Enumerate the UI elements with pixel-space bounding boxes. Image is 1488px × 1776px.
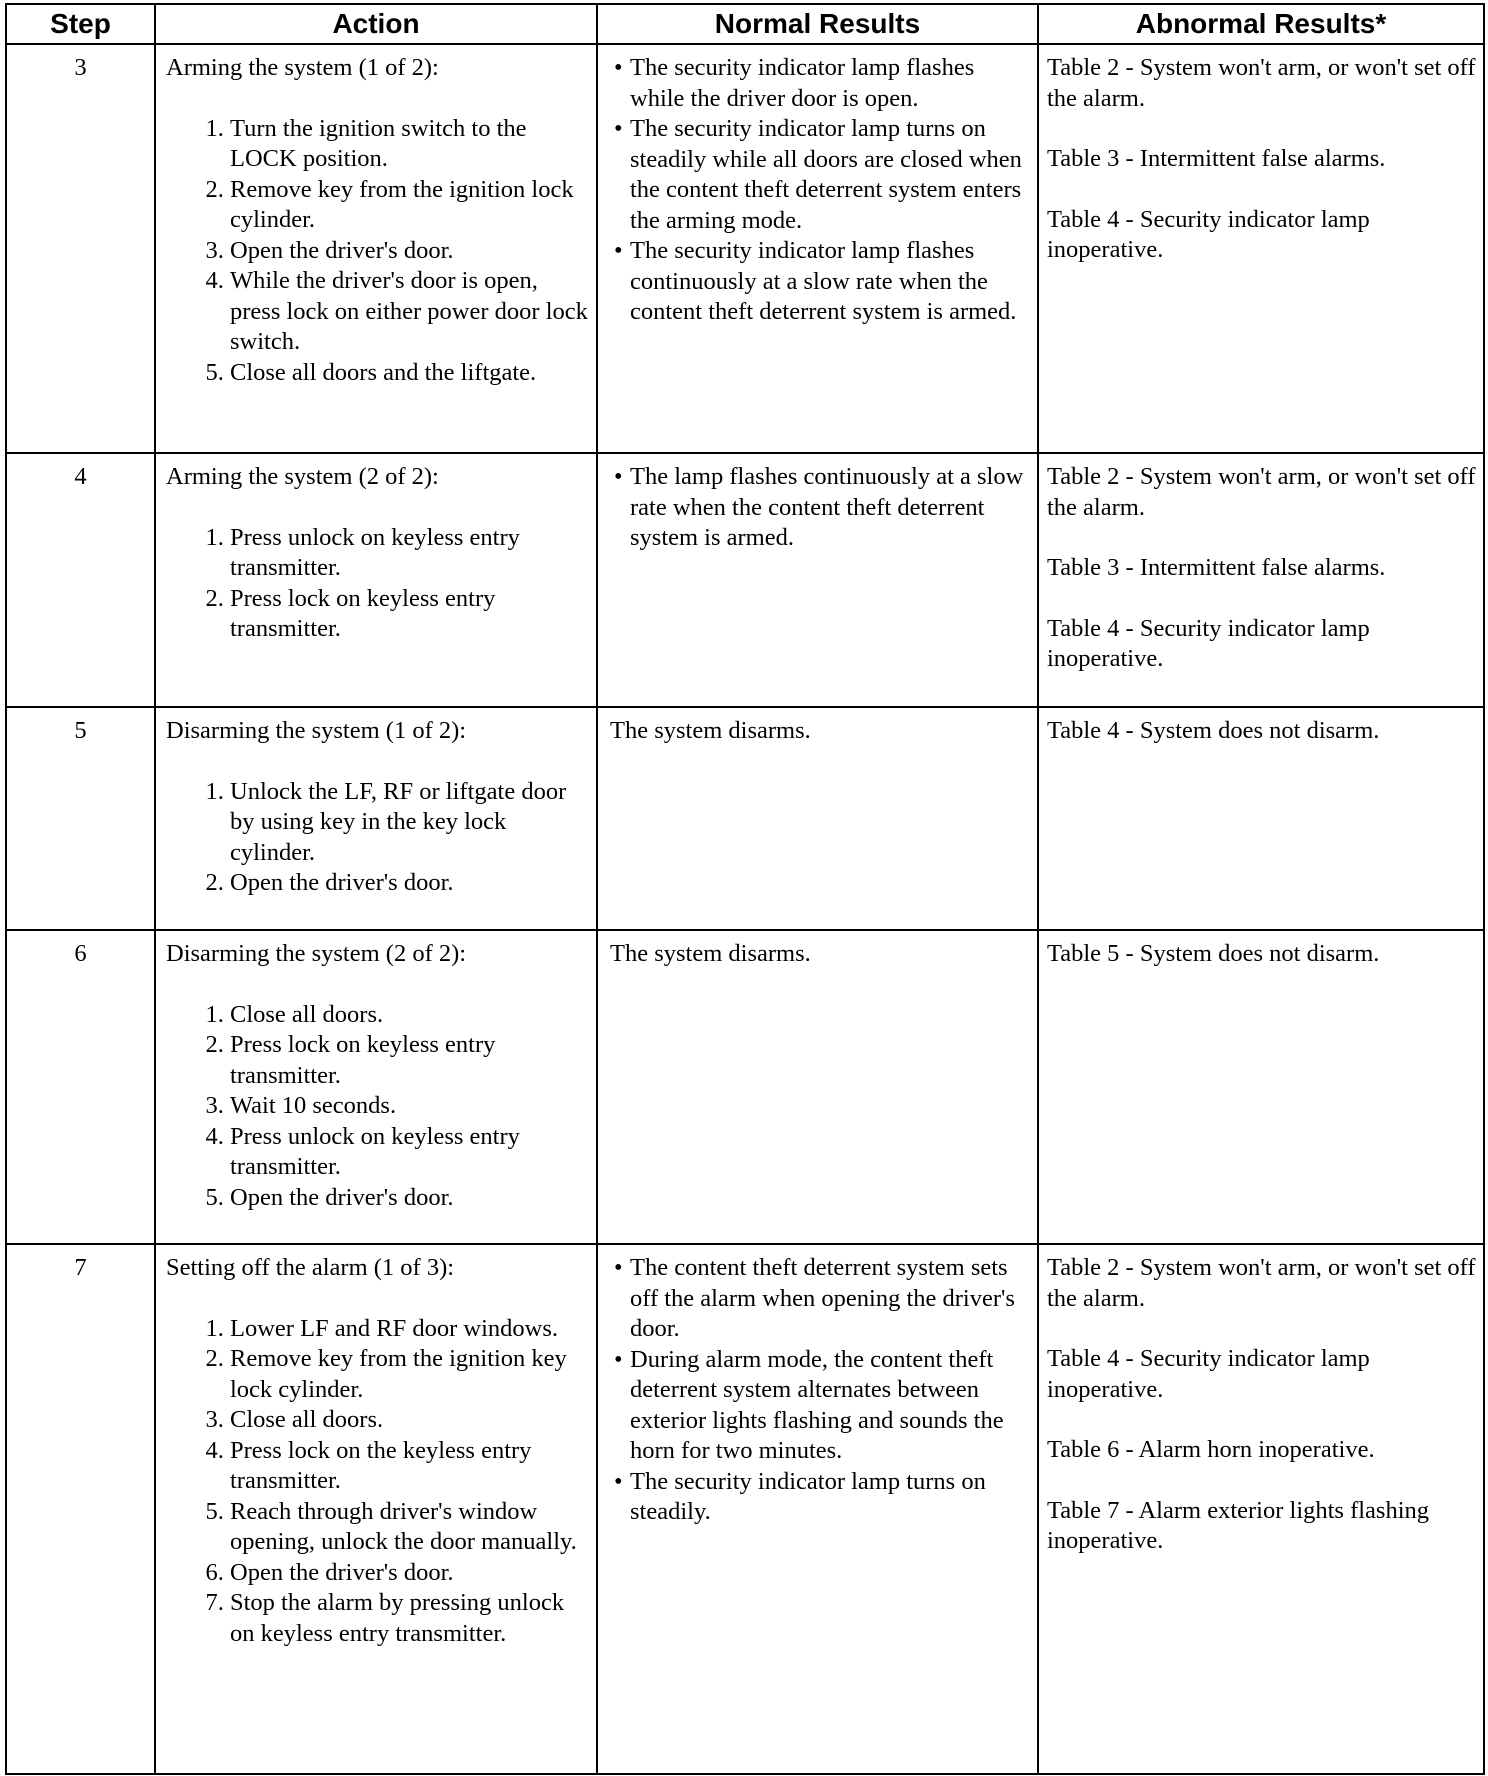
abnormal-results-cell (1038, 707, 1484, 930)
action-step: 3. Wait 10 seconds. (230, 1091, 588, 1122)
normal-result: • During alarm mode, the content theft deterrent system alternates between exterior lights flashing and sounds the horn for two minutes. (630, 1345, 1029, 1467)
step-number: 3 (6, 44, 155, 453)
action-step: 5. Open the driver's door. (230, 1183, 588, 1214)
normal-result: • The security indicator lamp turns on steadily while all doors are closed when the content theft deterrent system enters the arming mode. (630, 114, 1029, 236)
step-number: 4 (6, 453, 155, 707)
action-step: 6. Open the driver's door. (230, 1558, 588, 1589)
normal-result: • The security indicator lamp turns on steadily. (630, 1467, 1029, 1528)
normal-result: The system disarms. (610, 717, 811, 744)
action-step: 5. Reach through driver's window opening, unlock the door manually. (230, 1497, 588, 1558)
action-step: 4. While the driver's door is open, press lock on either power door lock switch. (230, 266, 588, 358)
abnormal-results-cell (1038, 44, 1484, 453)
abnormal-result: Table 3 - Intermittent false alarms. (1047, 554, 1386, 581)
normal-results-list (610, 462, 1029, 554)
abnormal-result: Table 2 - System won't arm, or won't set off the alarm. (1047, 1254, 1476, 1312)
action-steps (166, 1000, 588, 1214)
action-step: 1. Close all doors. (230, 1000, 588, 1031)
action-cell (155, 453, 597, 707)
action-step: 1. Turn the ignition switch to the LOCK position. (230, 114, 588, 175)
action-step: 2. Press lock on keyless entry transmitter. (230, 584, 588, 645)
abnormal-result: Table 4 - Security indicator lamp inoperative. (1047, 205, 1370, 263)
table-row (6, 44, 1484, 453)
action-title: Arming the system (1 of 2): (166, 54, 439, 81)
header-step: Step (6, 4, 155, 44)
normal-results-cell (597, 930, 1038, 1244)
action-title: Disarming the system (1 of 2): (166, 717, 467, 744)
abnormal-results-cell (1038, 1244, 1484, 1774)
diagnostic-table (5, 3, 1485, 1775)
action-title: Arming the system (2 of 2): (166, 463, 439, 490)
action-step: 2. Open the driver's door. (230, 868, 588, 899)
normal-result: The system disarms. (610, 940, 811, 967)
action-step: 1. Lower LF and RF door windows. (230, 1314, 588, 1345)
abnormal-result: Table 7 - Alarm exterior lights flashing inoperative. (1047, 1496, 1430, 1554)
step-number: 5 (6, 707, 155, 930)
table-row (6, 1244, 1484, 1774)
header-action: Action (155, 4, 597, 44)
normal-result: • The lamp flashes continuously at a slow rate when the content theft deterrent system is armed. (630, 462, 1029, 554)
abnormal-results-cell (1038, 453, 1484, 707)
table-row (6, 453, 1484, 707)
header-row (6, 4, 1484, 44)
abnormal-result: Table 4 - Security indicator lamp inoperative. (1047, 1345, 1370, 1403)
action-step: 3. Open the driver's door. (230, 236, 588, 267)
normal-result: • The security indicator lamp flashes continuously at a slow rate when the content theft deterrent system is armed. (630, 236, 1029, 328)
action-title: Disarming the system (2 of 2): (166, 940, 467, 967)
normal-results-cell (597, 453, 1038, 707)
action-step: 2. Remove key from the ignition lock cylinder. (230, 175, 588, 236)
action-cell (155, 44, 597, 453)
step-number: 6 (6, 930, 155, 1244)
abnormal-result: Table 3 - Intermittent false alarms. (1047, 145, 1386, 172)
normal-results-cell (597, 44, 1038, 453)
header-abnormal-results: Abnormal Results* (1038, 4, 1484, 44)
action-step: 2. Remove key from the ignition key lock cylinder. (230, 1344, 588, 1405)
table-row (6, 930, 1484, 1244)
abnormal-result: Table 2 - System won't arm, or won't set off the alarm. (1047, 463, 1476, 521)
action-cell (155, 707, 597, 930)
action-step: 4. Press lock on the keyless entry transmitter. (230, 1436, 588, 1497)
action-step: 2. Press lock on keyless entry transmitter. (230, 1030, 588, 1091)
abnormal-result: Table 2 - System won't arm, or won't set off the alarm. (1047, 54, 1476, 112)
normal-results-list (610, 53, 1029, 328)
action-step: 3. Close all doors. (230, 1405, 588, 1436)
action-cell (155, 1244, 597, 1774)
action-steps (166, 1314, 588, 1650)
header-normal-results: Normal Results (597, 4, 1038, 44)
normal-results-cell (597, 1244, 1038, 1774)
action-step: 7. Stop the alarm by pressing unlock on keyless entry transmitter. (230, 1588, 588, 1649)
normal-result: • The security indicator lamp flashes while the driver door is open. (630, 53, 1029, 114)
abnormal-result: Table 5 - System does not disarm. (1047, 940, 1380, 967)
normal-results-list (610, 1253, 1029, 1528)
action-step: 1. Press unlock on keyless entry transmitter. (230, 523, 588, 584)
action-step: 4. Press unlock on keyless entry transmitter. (230, 1122, 588, 1183)
table-row (6, 707, 1484, 930)
abnormal-results-cell (1038, 930, 1484, 1244)
action-steps (166, 114, 588, 389)
action-step: 5. Close all doors and the liftgate. (230, 358, 588, 389)
step-number: 7 (6, 1244, 155, 1774)
action-steps (166, 523, 588, 645)
abnormal-result: Table 4 - Security indicator lamp inoperative. (1047, 614, 1370, 672)
normal-results-cell (597, 707, 1038, 930)
abnormal-result: Table 4 - System does not disarm. (1047, 717, 1380, 744)
action-step: 1. Unlock the LF, RF or liftgate door by using key in the key lock cylinder. (230, 777, 588, 869)
abnormal-result: Table 6 - Alarm horn inoperative. (1047, 1436, 1375, 1463)
normal-result: • The content theft deterrent system sets off the alarm when opening the driver's door. (630, 1253, 1029, 1345)
action-steps (166, 777, 588, 899)
action-title: Setting off the alarm (1 of 3): (166, 1254, 455, 1281)
action-cell (155, 930, 597, 1244)
